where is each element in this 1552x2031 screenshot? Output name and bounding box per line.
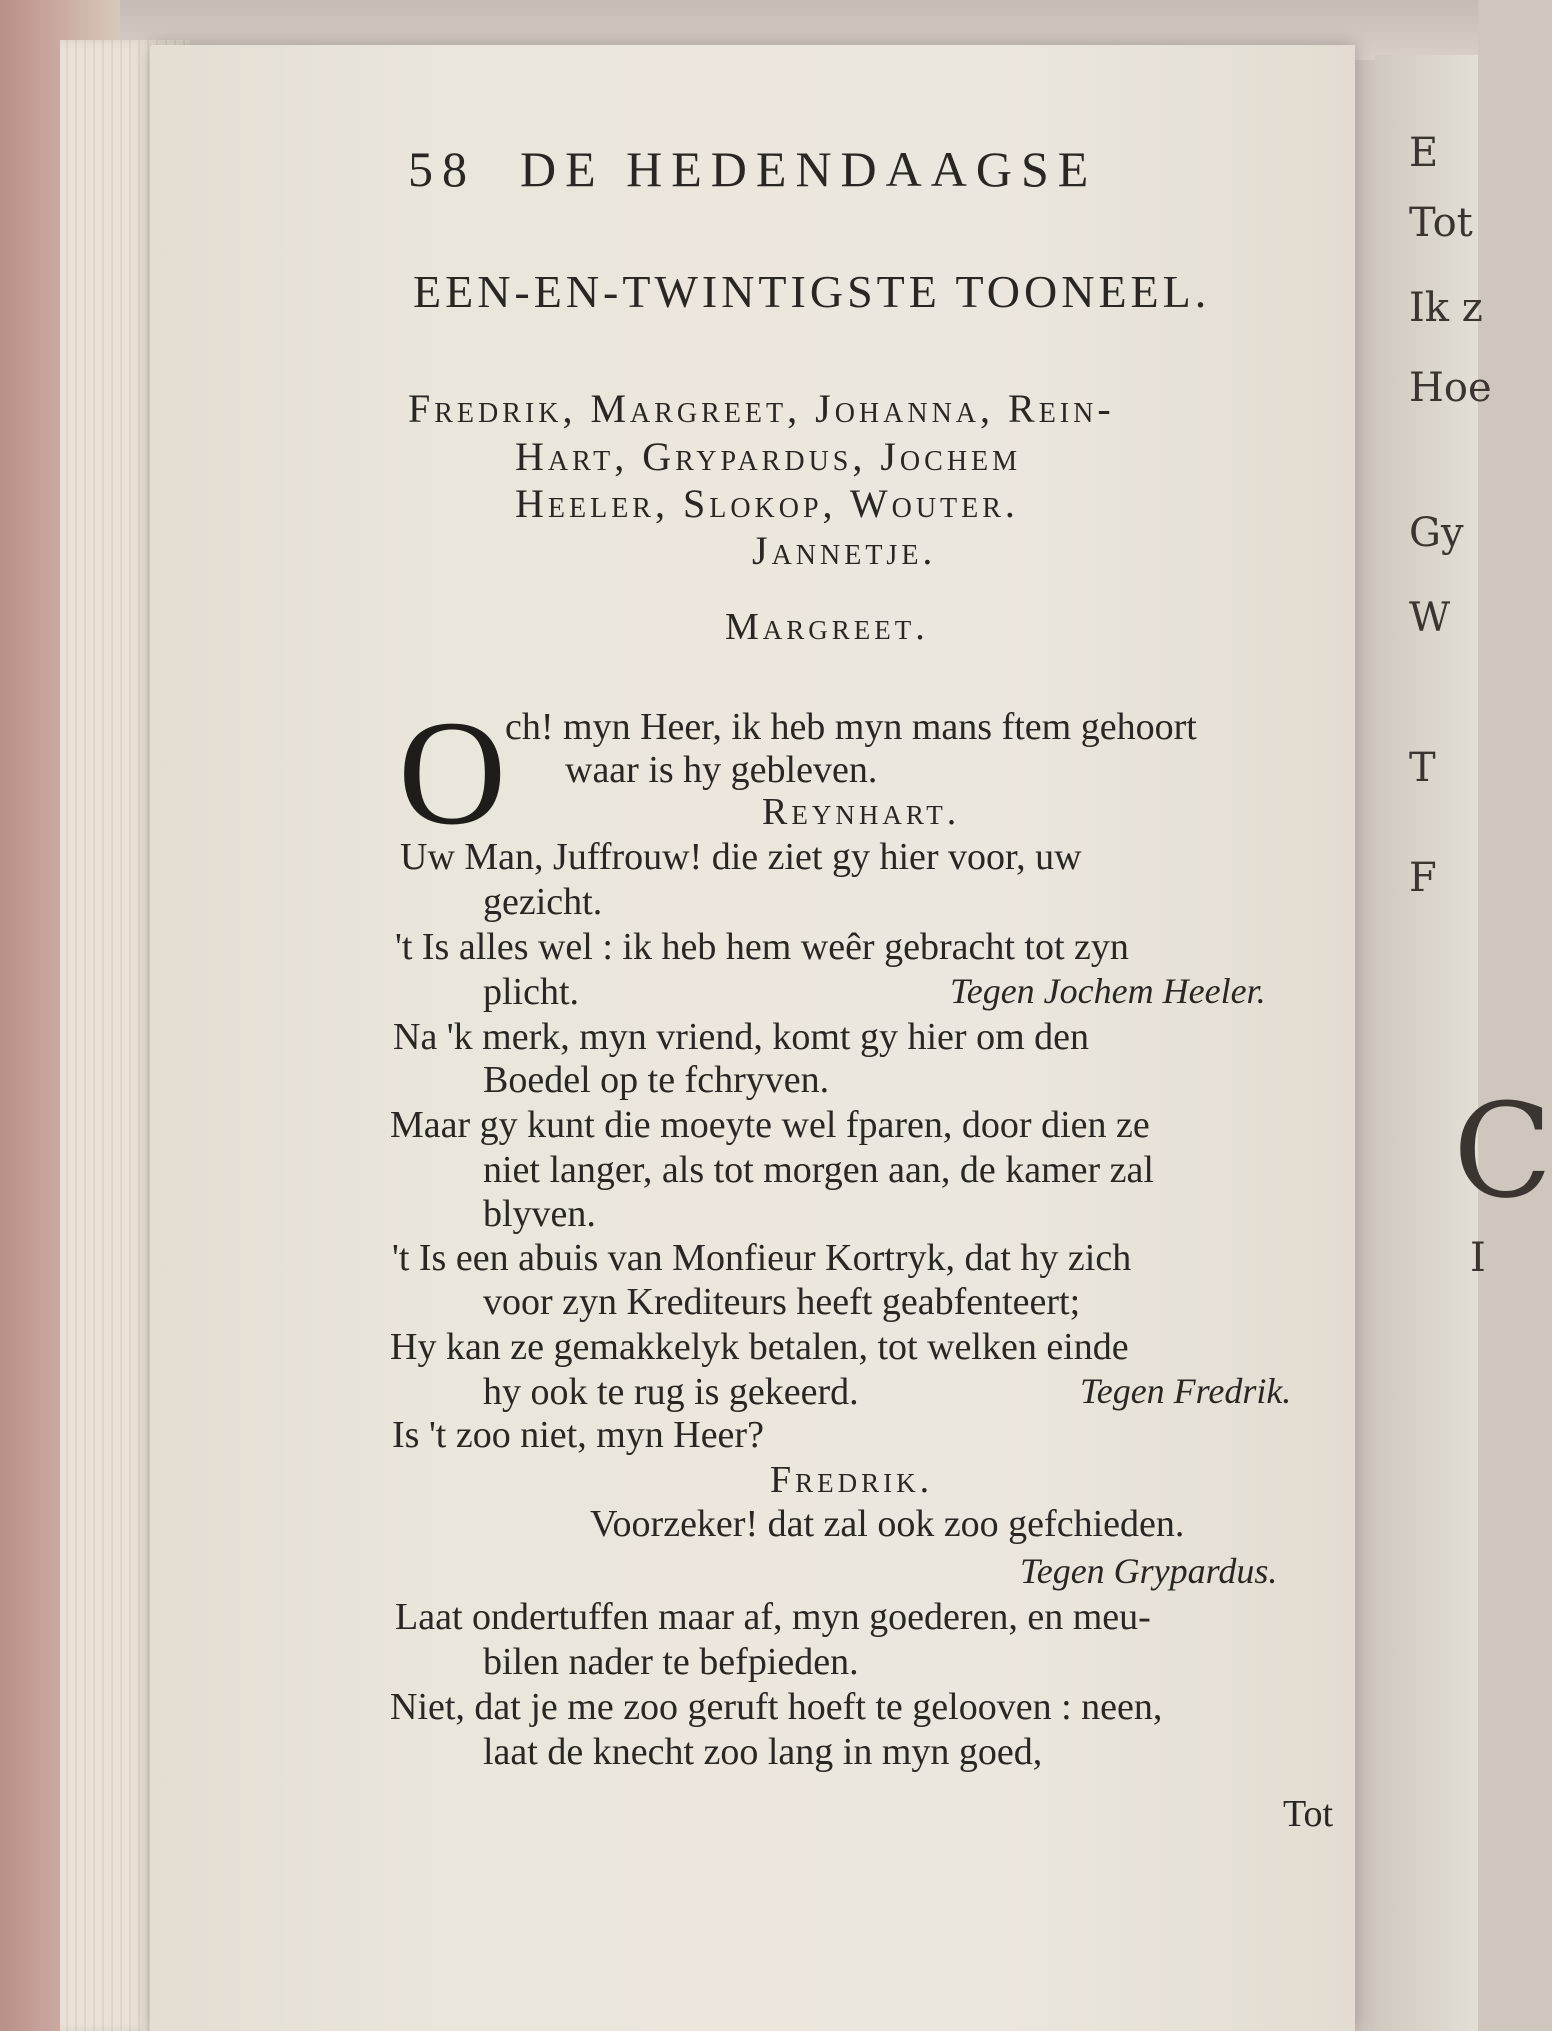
verse-line: gezicht. [483,881,603,923]
cast-line: Jannetje. [752,528,937,573]
cast-line: Fredrik, Margreet, Johanna, Rein- [408,386,1115,431]
verse-line: plicht. [483,971,580,1013]
verse-line: niet langer, als tot morgen aan, de kamer zal [483,1149,1154,1191]
next-page-fragment: T [1409,745,1436,791]
next-page-fragment: Ik z [1409,285,1483,331]
next-page-fragment: Tot [1409,200,1473,246]
verse-line: waar is hy gebleven. [565,749,878,791]
next-page-fragment: E [1409,130,1439,176]
verse-line: 't Is een abuis van Monfieur Kortryk, dat hy zich [392,1237,1132,1279]
verse-line: bilen nader te befpieden. [483,1641,859,1683]
drop-cap: O [398,690,507,856]
stage-direction: Tegen Fredrik. [1080,1371,1292,1411]
next-page-fragment: I [1470,1235,1486,1281]
verse-line: Is 't zoo niet, myn Heer? [392,1414,764,1456]
stage-direction: Tegen Jochem Heeler. [950,971,1266,1011]
page-number: 58 [408,141,476,197]
verse-line: Maar gy kunt die moeyte wel fparen, door dien ze [390,1104,1150,1146]
verse-line: Voorzeker! dat zal ook zoo gefchieden. [590,1503,1185,1545]
verse-line: Hy kan ze gemakkelyk betalen, tot welken einde [390,1326,1129,1368]
verse-line: Na 'k merk, myn vriend, komt gy hier om den [393,1016,1089,1058]
verse-line: hy ook te rug is gekeerd. [483,1371,859,1413]
speaker-name: Margreet. [725,606,929,648]
verse-line: Boedel op te fchryven. [483,1059,830,1101]
next-page-fragment: W [1409,595,1451,641]
verse-line: voor zyn Krediteurs heeft geabfenteert; [483,1281,1081,1323]
verse-line: Niet, dat je me zoo geruft hoeft te gelooven : neen, [390,1686,1163,1728]
running-title: DE HEDENDAAGSE [520,141,1098,197]
speaker-name: Fredrik. [770,1459,934,1501]
verse-line: ch! myn Heer, ik heb myn mans ftem gehoort [505,706,1197,748]
scene-title: EEN-EN-TWINTIGSTE TOONEEL. [413,266,1211,317]
speaker-name: Reynhart. [762,791,961,833]
verse-line: laat de knecht zoo lang in myn goed, [483,1731,1043,1773]
verse-line: Uw Man, Juffrouw! die ziet gy hier voor, uw [400,836,1082,878]
next-page-fragment: Hoe [1409,365,1492,411]
cast-line: Heeler, Slokop, Wouter. [515,481,1019,526]
cast-line: Hart, Grypardus, Jochem [515,434,1022,479]
next-page-strip [1375,55,1552,2031]
verse-line: 't Is alles wel : ik heb hem weêr gebracht tot zyn [395,926,1129,968]
stage-direction: Tegen Grypardus. [1020,1551,1278,1591]
next-page-fragment: F [1409,855,1437,901]
verse-line: blyven. [483,1193,596,1235]
next-page-fragment: Gy [1409,510,1464,556]
verse-line: Laat ondertuffen maar af, myn goederen, en meu- [395,1596,1151,1638]
catchword: Tot [1283,1793,1334,1835]
next-page-fragment: C [1453,1075,1552,1227]
